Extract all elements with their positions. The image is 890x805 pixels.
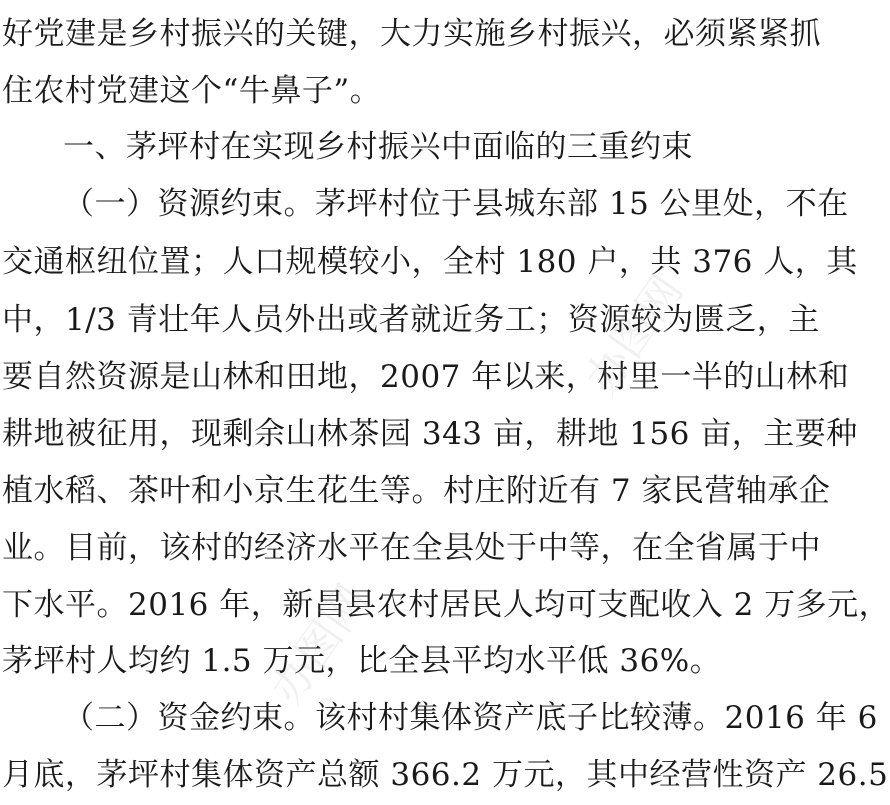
text-line <box>0 347 850 407</box>
text-line <box>0 4 821 64</box>
text-line <box>0 461 831 521</box>
text-line-content: 耕地被征用，现剩余山林茶园 343 亩，耕地 156 亩，主要种 <box>2 416 858 452</box>
text-line <box>0 688 878 748</box>
text-line-content: 中，1/3 青壮年人员外出或者就近务工；资源较为匮乏，主 <box>2 302 820 338</box>
text-line-content: （二）资金约束。该村村集体资产底子比较薄。2016 年 6 <box>63 700 878 736</box>
text-line-content: 下水平。2016 年，新昌县农村居民人均可支配收入 2 万多元， <box>2 587 890 623</box>
text-line-content: 交通枢纽位置；人口规模较小，全村 180 户，共 376 人，其 <box>2 244 858 280</box>
text-line <box>0 404 858 464</box>
text-line-content: 住农村党建这个“牛鼻子”。 <box>2 73 382 109</box>
section-heading <box>0 117 800 177</box>
text-line <box>0 174 849 234</box>
section-heading-text: 一、茅坪村在实现乡村振兴中面临的三重约束 <box>63 129 693 165</box>
text-line <box>0 631 800 691</box>
text-line <box>0 575 890 635</box>
text-line-content: 好党建是乡村振兴的关键，大力实施乡村振兴，必须紧紧抓 <box>2 16 821 52</box>
text-line <box>0 745 889 805</box>
text-line-content: 月底，茅坪村集体资产总额 366.2 万元，其中经营性资产 26.5 <box>2 757 889 793</box>
text-line-content: 业。目前，该村的经济水平在全县处于中等，在全省属于中 <box>2 530 821 566</box>
text-line-content: 要自然资源是山林和田地，2007 年以来，村里一半的山林和 <box>2 359 850 395</box>
text-line-content: 植水稻、茶叶和小京生花生等。村庄附近有 7 家民营轴承企 <box>2 473 831 509</box>
text-line <box>0 61 800 121</box>
watermark-text: 办图网 <box>260 575 379 714</box>
text-line <box>0 290 820 350</box>
text-line <box>0 518 821 578</box>
text-line-content: （一）资源约束。茅坪村位于县城东部 15 公里处，不在 <box>63 186 849 222</box>
text-line-content: 茅坪村人均约 1.5 万元，比全县平均水平低 36%。 <box>2 643 722 679</box>
watermark-text: 办图网 <box>575 265 694 404</box>
text-line <box>0 232 858 292</box>
